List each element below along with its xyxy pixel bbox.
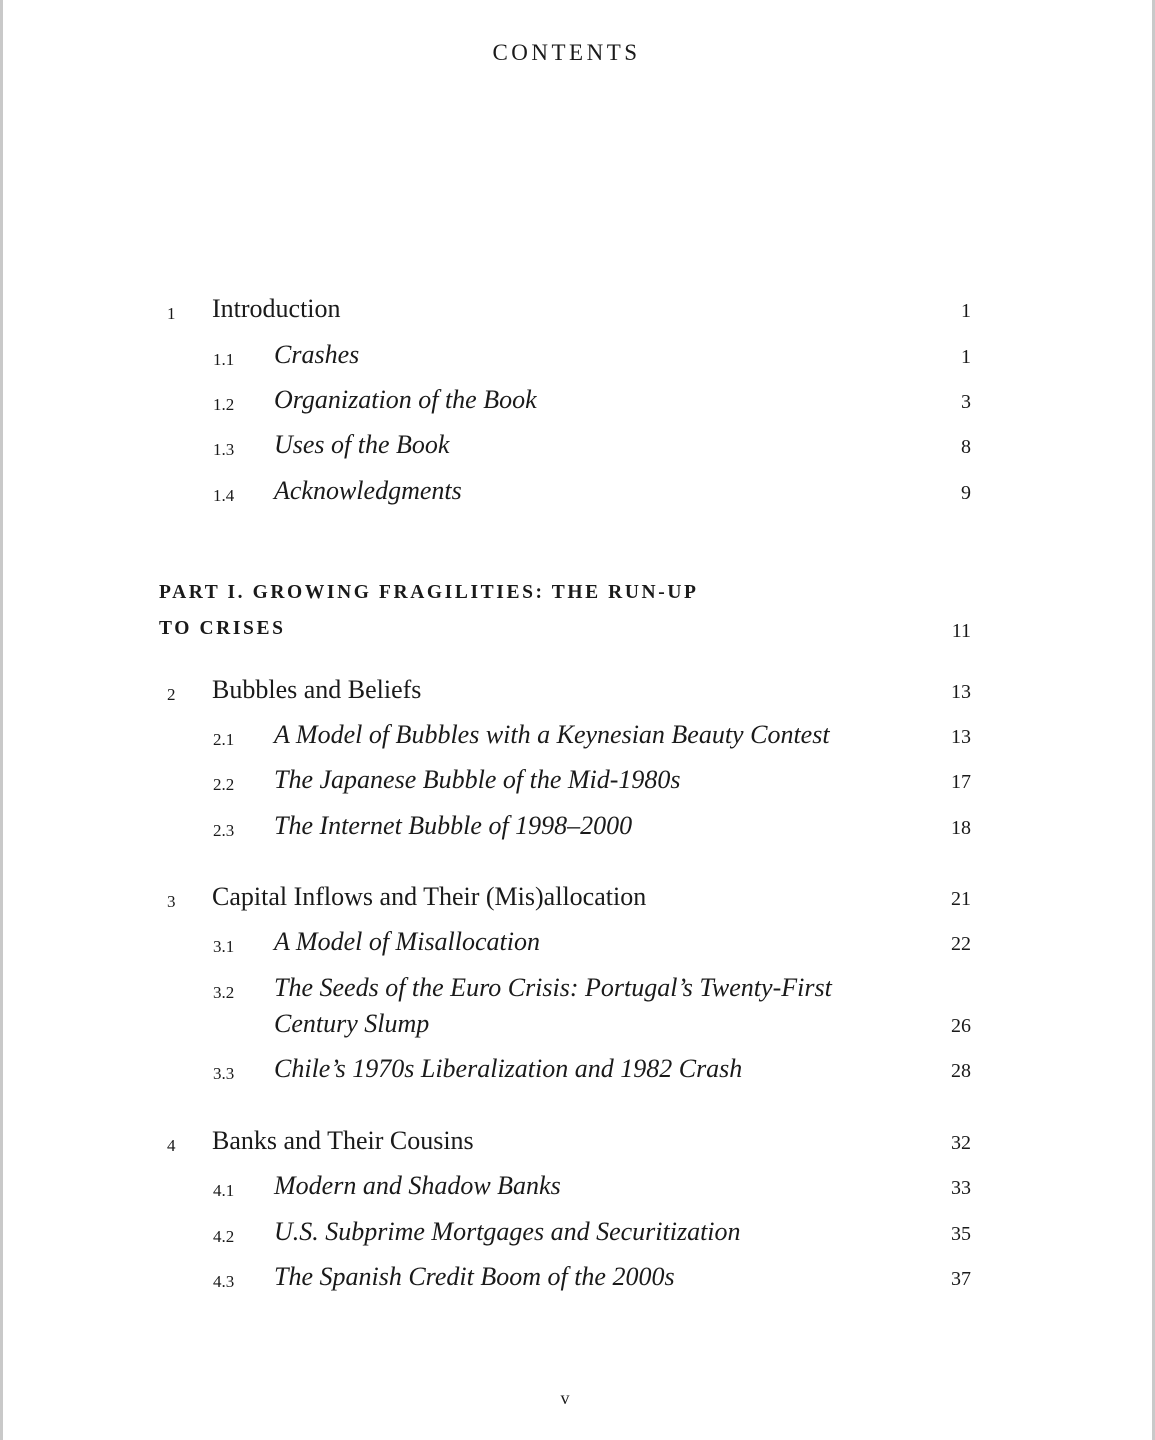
toc-section-3-2[interactable] [0, 973, 1155, 1053]
page-number: 1 [961, 346, 971, 368]
section-title: Crashes [274, 340, 360, 369]
toc-section-3-1[interactable] [0, 927, 1155, 967]
page-number: 8 [961, 436, 971, 458]
chapter-number: 4 [167, 1136, 176, 1155]
section-title: The Internet Bubble of 1998–2000 [274, 811, 633, 840]
toc-section-4-2[interactable] [0, 1217, 1155, 1257]
section-title-continued: Century Slump [274, 1009, 430, 1038]
section-number: 1.4 [213, 486, 235, 505]
page-number: 17 [951, 771, 971, 793]
page-number: 1 [961, 300, 971, 322]
section-title: The Japanese Bubble of the Mid-1980s [274, 765, 681, 794]
section-number: 1.2 [213, 395, 235, 414]
section-title: The Seeds of the Euro Crisis: Portugal’s Twenty-First [274, 973, 832, 1002]
toc-section-1-2[interactable] [0, 385, 1155, 425]
page-title: CONTENTS [492, 40, 641, 65]
toc-section-4-1[interactable] [0, 1171, 1155, 1211]
section-title: Acknowledgments [274, 476, 462, 505]
section-title: A Model of Misallocation [274, 927, 540, 956]
section-number: 2.3 [213, 821, 235, 840]
page-number: 18 [951, 817, 971, 839]
section-number: 2.2 [213, 775, 235, 794]
section-number: 2.1 [213, 730, 235, 749]
chapter-number: 1 [167, 304, 176, 323]
page-number: 3 [961, 391, 971, 413]
toc-section-2-2[interactable] [0, 765, 1155, 805]
chapter-number: 3 [167, 892, 176, 911]
page-number: 37 [951, 1268, 971, 1290]
toc-chapter-2[interactable] [0, 675, 1155, 715]
toc-section-1-4[interactable] [0, 476, 1155, 516]
chapter-title: Introduction [212, 294, 341, 323]
chapter-title: Capital Inflows and Their (Mis)allocation [212, 882, 647, 911]
toc-section-1-1[interactable] [0, 340, 1155, 380]
page-number: 32 [951, 1132, 971, 1154]
toc-chapter-1[interactable] [0, 294, 1155, 334]
section-number: 3.1 [213, 937, 235, 956]
toc-section-3-3[interactable] [0, 1054, 1155, 1094]
section-number: 4.1 [213, 1181, 235, 1200]
page-number: 21 [951, 888, 971, 910]
page-number: 22 [951, 933, 971, 955]
page-number: 26 [951, 1015, 971, 1037]
section-title: A Model of Bubbles with a Keynesian Beauty Contest [274, 720, 830, 749]
part-page-number: 11 [951, 620, 971, 642]
section-number: 1.1 [213, 350, 235, 369]
page-number: 9 [961, 482, 971, 504]
page-number: 13 [951, 681, 971, 703]
chapter-title: Banks and Their Cousins [212, 1126, 474, 1155]
section-title: The Spanish Credit Boom of the 2000s [274, 1262, 675, 1291]
page-number: 35 [951, 1223, 971, 1245]
page-number: 13 [951, 726, 971, 748]
toc-section-4-3[interactable] [0, 1262, 1155, 1302]
page-number: 33 [951, 1177, 971, 1199]
section-number: 3.2 [213, 983, 235, 1002]
chapter-number: 2 [167, 685, 176, 704]
page-number: 28 [951, 1060, 971, 1082]
toc-section-2-3[interactable] [0, 811, 1155, 851]
section-number: 4.2 [213, 1227, 235, 1246]
section-number: 1.3 [213, 440, 235, 459]
toc-section-1-3[interactable] [0, 430, 1155, 470]
section-title: Chile’s 1970s Liberalization and 1982 Crash [274, 1054, 743, 1083]
section-number: 4.3 [213, 1272, 235, 1291]
section-number: 3.3 [213, 1064, 235, 1083]
toc-chapter-3[interactable] [0, 882, 1155, 922]
part-heading-line-2[interactable]: TO CRISES [159, 618, 286, 639]
toc-section-2-1[interactable] [0, 720, 1155, 760]
section-title: Organization of the Book [274, 385, 537, 414]
section-title: Uses of the Book [274, 430, 450, 459]
part-heading-line-1[interactable]: PART I. GROWING FRAGILITIES: THE RUN-UP [159, 582, 699, 603]
page-folio: v [560, 1388, 570, 1408]
section-title: Modern and Shadow Banks [274, 1171, 561, 1200]
section-title: U.S. Subprime Mortgages and Securitization [274, 1217, 741, 1246]
chapter-title: Bubbles and Beliefs [212, 675, 422, 704]
toc-chapter-4[interactable] [0, 1126, 1155, 1166]
